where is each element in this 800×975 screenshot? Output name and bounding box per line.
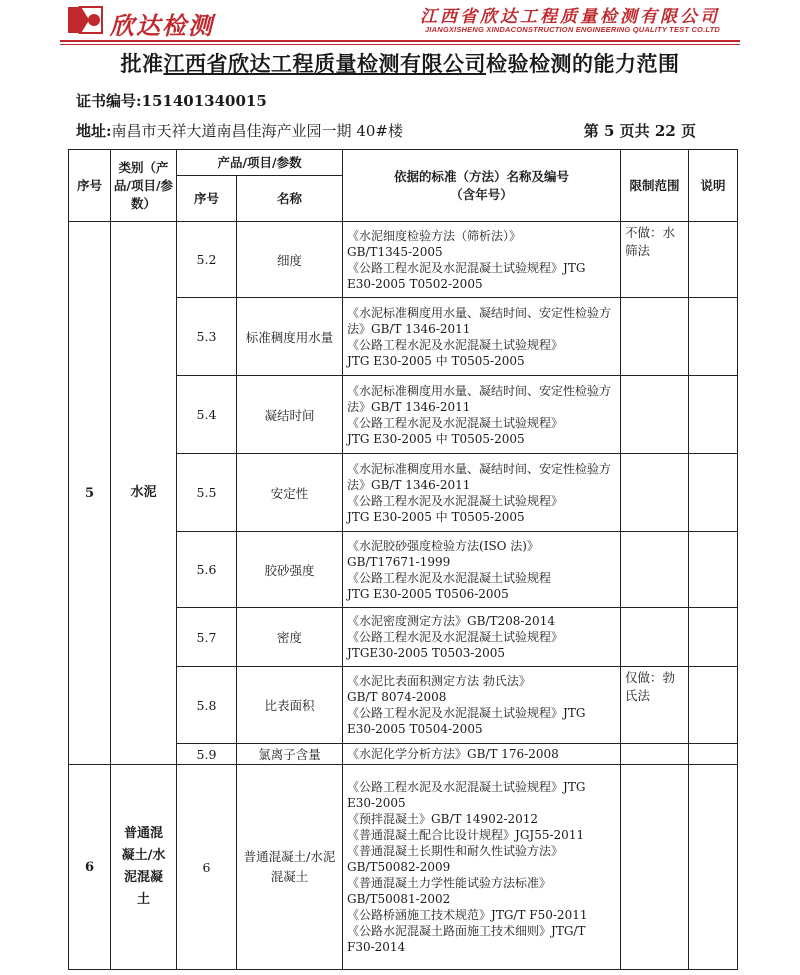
title-company: 江西省欣达工程质量检测有限公司 xyxy=(163,52,486,76)
standard-line: JTG E30-2005 中 T0505-2005 xyxy=(347,353,525,368)
row-no: 5.9 xyxy=(177,744,237,765)
header-divider-thin xyxy=(60,44,740,45)
title-suffix: 检验检测的能力范围 xyxy=(486,52,680,76)
row-name: 密度 xyxy=(237,608,343,667)
standard-line: 《水泥胶砂强度检验方法(ISO 法)》 xyxy=(347,538,539,553)
standard-line: 《公路工程水泥及水泥混凝土试验规程》 xyxy=(347,337,564,352)
standard-line: 《普通混凝土力学性能试验方法标准》GB/T50081-2002 xyxy=(347,876,552,906)
row-no: 5.3 xyxy=(177,298,237,376)
standard-line: 《公路工程水泥及水泥混凝土试验规程》JTG E30-2005 xyxy=(347,780,586,810)
standard-line: GB/T1345-2005 xyxy=(347,244,443,259)
standard-line: 《预拌混凝土》GB/T 14902-2012 xyxy=(347,812,539,826)
header-seq: 序号 xyxy=(69,150,111,222)
cert-label: 证书编号: xyxy=(76,92,142,110)
standard-line: GB/T17671-1999 xyxy=(347,554,451,569)
certificate-number xyxy=(76,90,267,111)
row-no: 6 xyxy=(177,765,237,970)
company-name-cn: 江西省欣达工程质量检测有限公司 xyxy=(420,7,720,27)
row-standard xyxy=(343,744,621,765)
row-standard xyxy=(343,765,621,970)
row-standard xyxy=(343,608,621,667)
standard-line: 《水泥标准稠度用水量、凝结时间、安定性检验方法》GB/T 1346-2011 xyxy=(347,305,612,336)
header-product-group: 产品/项目/参数 xyxy=(177,150,343,176)
header-divider xyxy=(60,40,740,42)
row-name: 普通混凝土/水泥混凝土 xyxy=(237,765,343,970)
row-name: 氯离子含量 xyxy=(237,744,343,765)
standard-line: JTG E30-2005 中 T0505-2005 xyxy=(347,431,525,446)
row-name: 安定性 xyxy=(237,454,343,532)
row-no: 5.2 xyxy=(177,222,237,298)
row-limit: 仅做：勃氏法 xyxy=(621,667,689,744)
header-sub-name: 名称 xyxy=(237,176,343,222)
standard-line: 《公路桥涵施工技术规范》JTG/T F50-2011 xyxy=(347,908,588,922)
table-body xyxy=(69,222,738,970)
row-name: 标准稠度用水量 xyxy=(237,298,343,376)
company-logo-icon xyxy=(66,3,104,37)
row-standard xyxy=(343,222,621,298)
row-no: 5.6 xyxy=(177,532,237,608)
row-name: 胶砂强度 xyxy=(237,532,343,608)
standard-line: JTG E30-2005 中 T0505-2005 xyxy=(347,509,525,524)
standard-line: 《公路工程水泥及水泥混凝土试验规程》JTG E30-2005 T0502-2005 xyxy=(347,260,586,291)
row-standard xyxy=(343,376,621,454)
standard-line: JTG E30-2005 T0506-2005 xyxy=(347,586,509,601)
header-category: 类别（产品/项目/参数） xyxy=(111,150,177,222)
row-name: 凝结时间 xyxy=(237,376,343,454)
standard-line: 《水泥标准稠度用水量、凝结时间、安定性检验方法》GB/T 1346-2011 xyxy=(347,383,612,414)
table-row xyxy=(69,765,738,970)
cert-value: 151401340015 xyxy=(141,92,267,110)
standard-line: GB/T 8074-2008 xyxy=(347,690,447,704)
row-note xyxy=(689,454,738,532)
row-standard xyxy=(343,454,621,532)
standard-line: 《普通混凝土长期性和耐久性试验方法》GB/T50082-2009 xyxy=(347,844,564,874)
standard-line: 《公路工程水泥及水泥混凝土试验规程》 xyxy=(347,630,564,644)
standard-line: 《水泥标准稠度用水量、凝结时间、安定性检验方法》GB/T 1346-2011 xyxy=(347,461,612,492)
group-category: 普通混凝土/水泥混凝土 xyxy=(111,765,177,970)
row-note xyxy=(689,744,738,765)
address-label: 地址: xyxy=(76,122,112,140)
header-note: 说明 xyxy=(689,150,738,222)
row-limit xyxy=(621,376,689,454)
row-no: 5.8 xyxy=(177,667,237,744)
header-limit: 限制范围 xyxy=(621,150,689,222)
standard-line: 《公路水泥混凝土路面施工技术细则》JTG/T F30-2014 xyxy=(347,924,586,954)
page-header xyxy=(0,0,800,44)
row-standard xyxy=(343,298,621,376)
row-no: 5.4 xyxy=(177,376,237,454)
header-sub-seq: 序号 xyxy=(177,176,237,222)
brand-name: 欣达检测 xyxy=(110,12,214,40)
company-name-en: JIANGXISHENG XINDACONSTRUCTION ENGINEERING QUALITY TEST CO.LTD xyxy=(424,25,720,34)
row-no: 5.5 xyxy=(177,454,237,532)
address-value: 南昌市天祥大道南昌佳海产业园一期 40#楼 xyxy=(111,122,403,140)
row-standard xyxy=(343,667,621,744)
row-limit xyxy=(621,298,689,376)
row-limit xyxy=(621,765,689,970)
row-note xyxy=(689,765,738,970)
row-note xyxy=(689,222,738,298)
standard-line: JTGE30-2005 T0503-2005 xyxy=(347,646,505,660)
standard-line: 《水泥比表面积测定方法 勃氏法》 xyxy=(347,674,531,688)
standard-line: 《公路工程水泥及水泥混凝土试验规程》JTG E30-2005 T0504-2005 xyxy=(347,706,586,736)
title-prefix: 批准 xyxy=(120,52,164,76)
standard-line: 《公路工程水泥及水泥混凝土试验规程 xyxy=(347,570,552,585)
page-title xyxy=(0,48,800,78)
row-limit xyxy=(621,454,689,532)
row-name: 比表面积 xyxy=(237,667,343,744)
page-indicator: 第 5 页共 22 页 xyxy=(583,122,696,140)
group-seq: 6 xyxy=(69,765,111,970)
row-note xyxy=(689,376,738,454)
standard-line: 《水泥化学分析方法》GB/T 176-2008 xyxy=(347,747,559,761)
group-seq: 5 xyxy=(69,222,111,765)
standard-line: 《水泥细度检验方法（筛析法）》 xyxy=(347,228,522,243)
header-standard: 依据的标准（方法）名称及编号（含年号） xyxy=(343,150,621,222)
row-no: 5.7 xyxy=(177,608,237,667)
row-limit: 不做：水筛法 xyxy=(621,222,689,298)
row-note xyxy=(689,667,738,744)
address xyxy=(76,120,403,141)
capability-table xyxy=(68,149,738,970)
row-note xyxy=(689,608,738,667)
standard-line: 《公路工程水泥及水泥混凝土试验规程》 xyxy=(347,415,564,430)
standard-line: 《普通混凝土配合比设计规程》JGJ55-2011 xyxy=(347,828,585,842)
row-note xyxy=(689,298,738,376)
row-limit xyxy=(621,608,689,667)
row-standard xyxy=(343,532,621,608)
row-name: 细度 xyxy=(237,222,343,298)
row-limit xyxy=(621,744,689,765)
row-limit xyxy=(621,532,689,608)
group-category: 水泥 xyxy=(111,222,177,765)
standard-line: 《水泥密度测定方法》GB/T208-2014 xyxy=(347,614,555,628)
row-note xyxy=(689,532,738,608)
table-row xyxy=(69,222,738,298)
standard-line: 《公路工程水泥及水泥混凝土试验规程》 xyxy=(347,493,564,508)
